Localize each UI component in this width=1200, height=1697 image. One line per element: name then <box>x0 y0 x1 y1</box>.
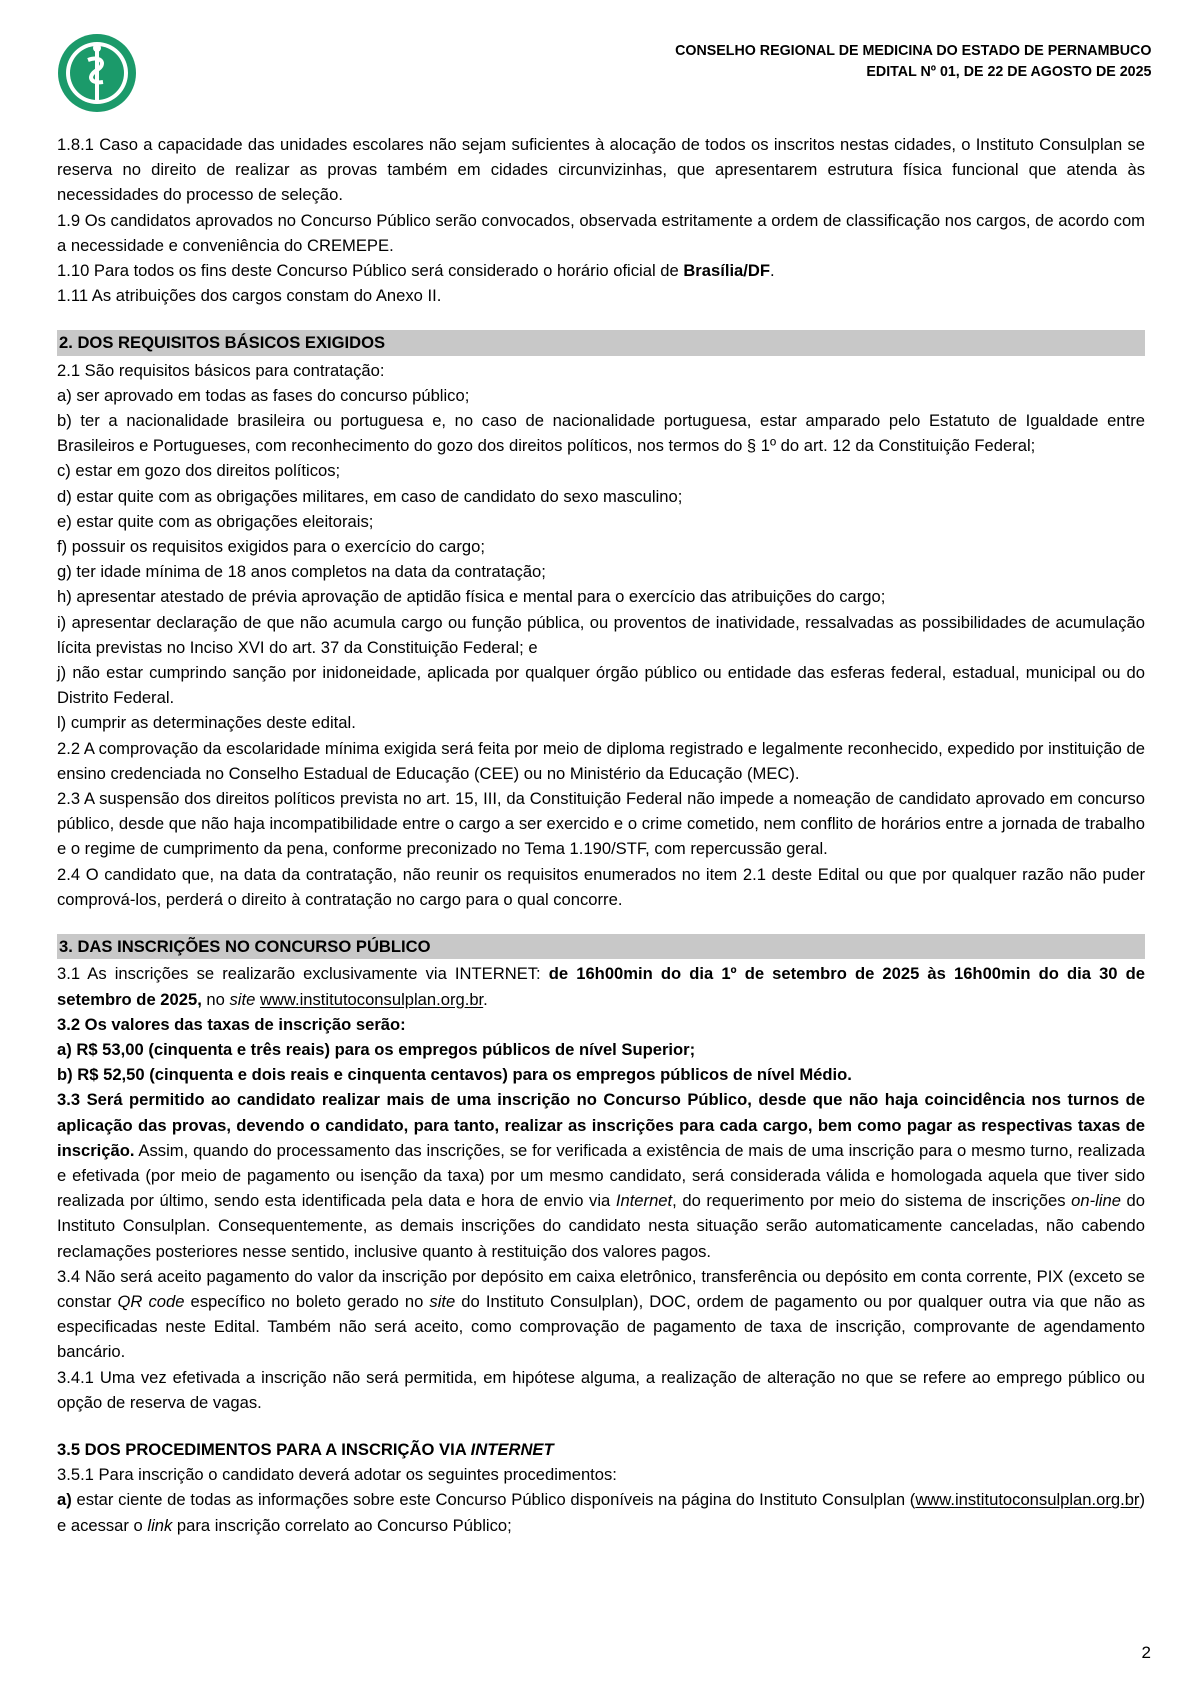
paragraph-3-4-1: 3.4.1 Uma vez efetivada a inscrição não será permitida, em hipótese alguma, a realização de alteração no que se refere ao emprego público ou opção de reserva de vagas. <box>57 1367 1145 1412</box>
document-header <box>675 40 1151 82</box>
text-run-italic: site <box>429 1291 456 1311</box>
sec2-item: 2.3 A suspensão dos direitos políticos prevista no art. 15, III, da Constituição Federal não impede a nomeação de candidato aprovado em concurso público, desde que não haja incompatibilidade entre o cargo a ser exercido e o crime cometido, nem conflito de horários entre a jornada de trabalho e o regime de cumprimento da pena, conforme preconizado no Tema 1.190/STF, com repercussão geral. <box>57 789 1145 859</box>
text-run: Assim, quando do processamento das inscrições, se for verificada a existência de mais de uma inscrição para o mesmo turno, realizada e efetivada (por meio de pagamento ou isenção da taxa) por um mesmo candidato, será considerada válida e homologada aquela que tiver sido realizada por último, sendo esta identificada pela data e hora de envio via <box>57 1140 1145 1211</box>
header-edital-number: EDITAL Nº 01, DE 22 DE AGOSTO DE 2025 <box>865 63 1151 80</box>
text-run-italic: site <box>229 989 256 1009</box>
text-run: . <box>483 989 488 1009</box>
consulplan-link[interactable]: www.institutoconsulplan.org.br <box>259 989 484 1009</box>
sec2-item: 2.2 A comprovação da escolaridade mínima exigida será feita por meio de diploma registrado e legalmente reconhecido, expedido por instituição de ensino credenciada no Conselho Estadual de Educação (CEE) ou no Ministério da Educação (MEC). <box>57 738 1145 783</box>
paragraph-3-2-b <box>57 1062 1145 1087</box>
paragraph-1-9: 1.9 Os candidatos aprovados no Concurso Público serão convocados, observada estritamente a ordem de classificação nos cargos, de acordo com a necessidade e conveniência do CREMEPE. <box>57 210 1145 255</box>
text-run: específico no boleto gerado no <box>184 1291 430 1311</box>
subsection-3-5-title <box>57 1437 1145 1462</box>
sec2-item: h) apresentar atestado de prévia aprovação de aptidão física e mental para o exercício das atribuições do cargo; <box>57 587 886 607</box>
text-run-bold: a) <box>57 1490 72 1510</box>
section-2-title: 2. DOS REQUISITOS BÁSICOS EXIGIDOS <box>57 330 1145 355</box>
paragraph-1-8-1: 1.8.1 Caso a capacidade das unidades escolares não sejam suficientes à alocação de todos os inscritos nestas cidades, o Instituto Consulplan se reserva no direito de realizar as provas também em cidades circunvizinhas, que apresentarem estrutura física funcional que atenda às necessidades do processo de seleção. <box>57 135 1145 205</box>
text-run-bold: Brasília/DF <box>683 261 771 281</box>
paragraph-3-2 <box>57 1012 1145 1037</box>
text-run: 3.1 As inscrições se realizarão exclusivamente via INTERNET: <box>57 964 549 984</box>
paragraph-3-3 <box>57 1087 1145 1263</box>
paragraph-3-2-a <box>57 1037 1145 1062</box>
text-run-italic: QR code <box>117 1291 185 1311</box>
text-run: . <box>770 261 775 281</box>
paragraph-3-4 <box>57 1264 1145 1365</box>
sec2-item: f) possuir os requisitos exigidos para o exercício do cargo; <box>57 537 485 557</box>
paragraph-3-5-1: 3.5.1 Para inscrição o candidato deverá adotar os seguintes procedimentos: <box>57 1465 617 1485</box>
sec2-item: j) não estar cumprindo sanção por inidoneidade, aplicada por qualquer órgão público ou entidade das esferas federal, estadual, municipal ou do Distrito Federal. <box>57 663 1145 708</box>
page-number: 2 <box>1141 1643 1151 1662</box>
text-run: estar ciente de todas as informações sobre este Concurso Público disponíveis na página do Instituto Consulplan ( <box>71 1490 916 1510</box>
sec2-item: 2.1 São requisitos básicos para contratação: <box>57 360 385 380</box>
text-run: ) e acessar o <box>57 1490 1145 1535</box>
sec2-item: l) cumprir as determinações deste edital. <box>57 713 356 733</box>
text-run-italic: on-line <box>1071 1191 1121 1211</box>
sec2-item: d) estar quite com as obrigações militares, em caso de candidato do sexo masculino; <box>57 486 683 506</box>
text-run-bold: b) R$ 52,50 (cinquenta e dois reais e cinquenta centavos) para os empregos públicos de nível Médio. <box>57 1065 852 1085</box>
sec2-item: g) ter idade mínima de 18 anos completos na data da contratação; <box>57 562 546 582</box>
text-run-bold: de 16h00min do dia 1º de setembro de 2025 às 16h00min do dia 30 de setembro de 2025, <box>57 964 1145 1009</box>
header-council-name: CONSELHO REGIONAL DE MEDICINA DO ESTADO DE PERNAMBUCO <box>674 42 1151 59</box>
sec2-item: e) estar quite com as obrigações eleitorais; <box>57 511 374 531</box>
text-run-bold: 3.3 Será permitido ao candidato realizar mais de uma inscrição no Concurso Público, desde que não haja coincidência nos turnos de aplicação das provas, devendo o candidato, para tanto, realizar as inscrições para cada cargo, bem como pagar as respectivas taxas de inscrição. <box>57 1090 1145 1160</box>
text-run-italic: link <box>147 1515 173 1535</box>
text-run: , do requerimento por meio do sistema de inscrições <box>672 1191 1072 1211</box>
sec2-item: i) apresentar declaração de que não acumula cargo ou função pública, ou proventos de inatividade, ressalvadas as possibilidades de acumulação lícita previstas no Inciso XVI do art. 37 da Constituição Federal; e <box>57 612 1145 657</box>
sec2-item: a) ser aprovado em todas as fases do concurso público; <box>57 385 470 405</box>
document-body <box>57 132 1145 1538</box>
text-run: 3.5 DOS PROCEDIMENTOS PARA A INSCRIÇÃO VIA <box>57 1439 471 1459</box>
cremepe-logo-icon <box>57 33 137 113</box>
sec2-item: c) estar em gozo dos direitos políticos; <box>57 461 341 481</box>
consulplan-link[interactable]: www.institutoconsulplan.org.br <box>915 1490 1140 1510</box>
text-run: do Instituto Consulplan. Consequentemente, as demais inscrições do candidato nesta situação serão automaticamente canceladas, não cabendo reclamações posteriores nesse sentido, inclusive quanto à restituição dos valores pagos. <box>57 1191 1145 1261</box>
text-run-bold: a) R$ 53,00 (cinquenta e três reais) para os empregos públicos de nível Superior; <box>57 1039 696 1059</box>
text-run-bold: 3.2 Os valores das taxas de inscrição serão: <box>57 1014 406 1034</box>
paragraph-3-1 <box>57 961 1145 1011</box>
text-run: 1.10 Para todos os fins deste Concurso Público será considerado o horário oficial de <box>57 261 684 281</box>
text-run-italic: INTERNET <box>470 1439 554 1459</box>
text-run: no <box>201 989 230 1009</box>
section-3-title: 3. DAS INSCRIÇÕES NO CONCURSO PÚBLICO <box>57 934 1145 959</box>
paragraph-3-5-1-a <box>57 1487 1145 1537</box>
text-run: do Instituto Consulplan), DOC, ordem de pagamento ou por qualquer outra via que não as especificadas neste Edital. Também não será aceito, como comprovação de pagamento de taxa de inscrição, comprovante de agendamento bancário. <box>57 1291 1146 1362</box>
paragraph-1-10 <box>57 258 1145 283</box>
paragraph-1-11: 1.11 As atribuições dos cargos constam do Anexo II. <box>57 286 442 306</box>
text-run-italic: Internet <box>615 1191 673 1211</box>
text-run: para inscrição correlato ao Concurso Público; <box>172 1515 512 1535</box>
sec2-item: 2.4 O candidato que, na data da contratação, não reunir os requisitos enumerados no item 2.1 deste Edital ou que por qualquer razão não puder comprová-los, perderá o direito à contratação no cargo para o qual concorre. <box>57 864 1145 909</box>
sec2-item: b) ter a nacionalidade brasileira ou portuguesa e, no caso de nacionalidade portuguesa, estar amparado pelo Estatuto de Igualdade entre Brasileiros e Portugueses, com reconhecimento do gozo dos direitos políticos, nos termos do § 1º do art. 12 da Constituição Federal; <box>57 411 1145 456</box>
text-run: 3.4 Não será aceito pagamento do valor da inscrição por depósito em caixa eletrônico, transferência ou depósito em conta corrente, PIX (exceto se constar <box>57 1266 1145 1311</box>
